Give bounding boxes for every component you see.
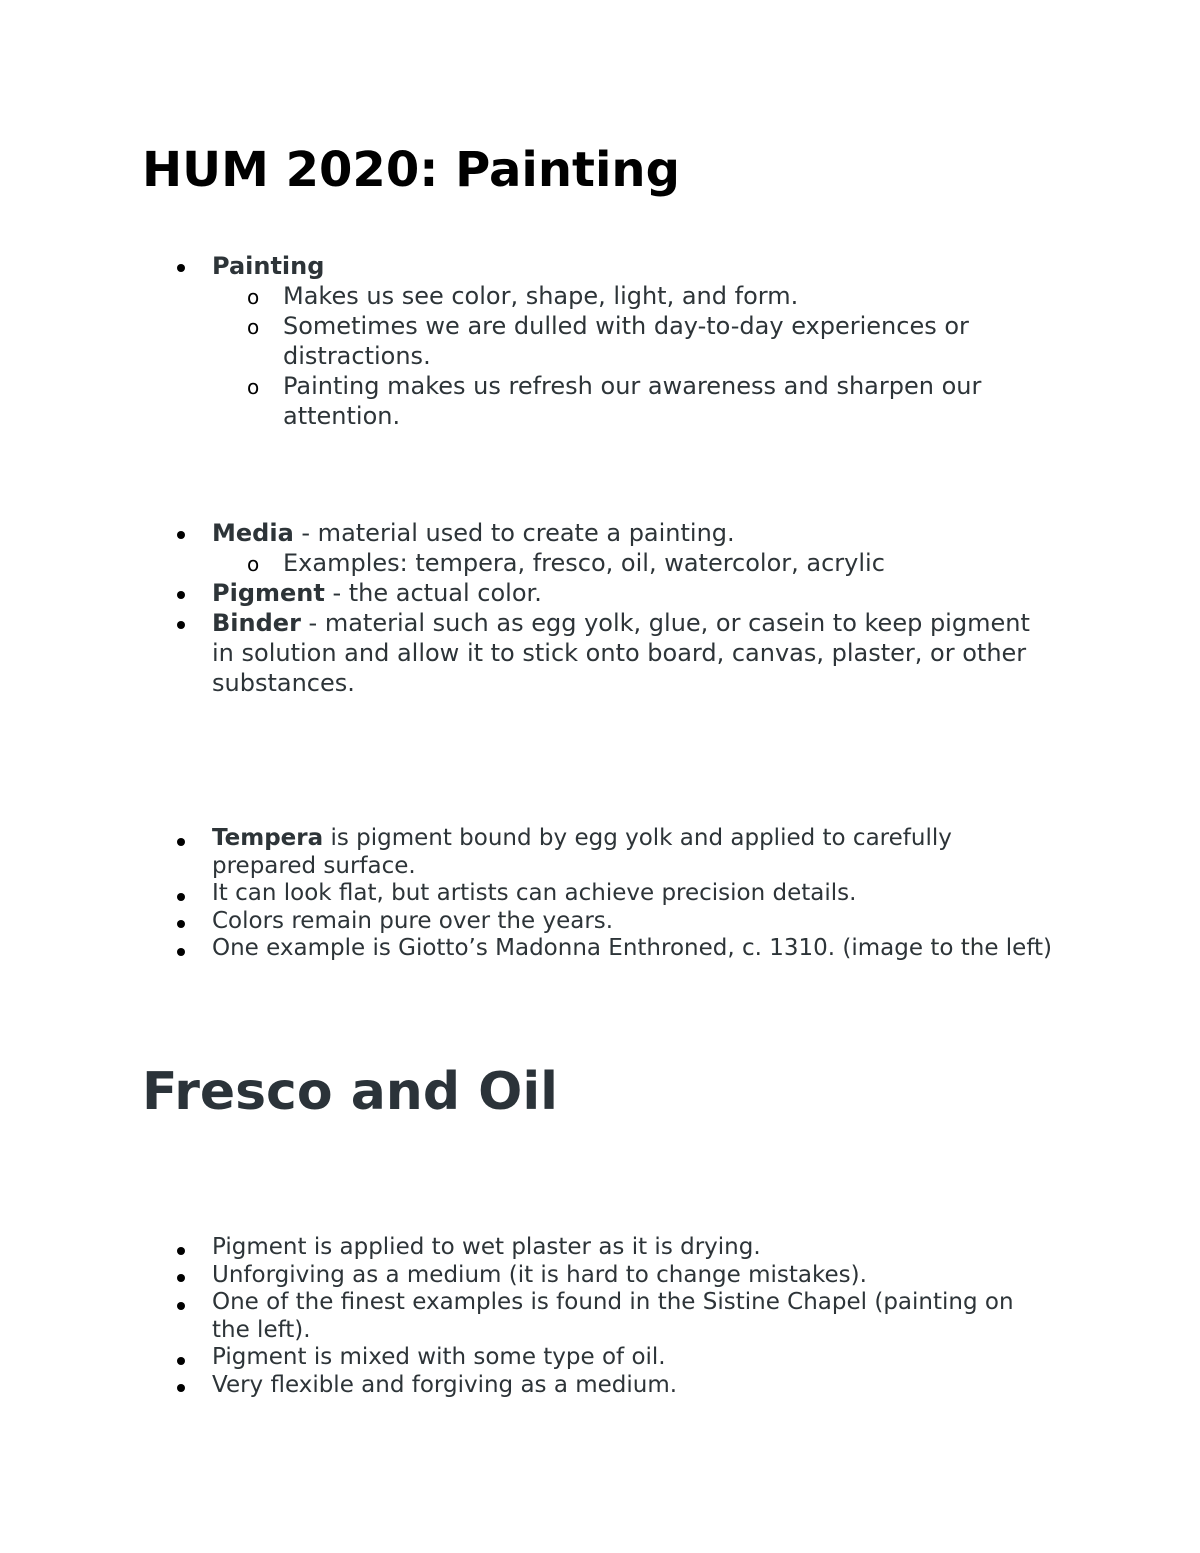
term-definition: - material used to create a painting. [293, 519, 735, 547]
term-definition: is pigment bound by egg yolk and applied to carefully prepared surface. [212, 825, 952, 879]
list-item: Very flexible and forgiving as a medium. [212, 1372, 1052, 1400]
list-item: Colors remain pure over the years. [212, 908, 1052, 936]
term-definition: - material such as egg yolk, glue, or casein to keep pigment in solution and allow it to stick onto board, canvas, plaster, or other substances. [212, 609, 1030, 697]
list-item: One of the finest examples is found in the Sistine Chapel (painting on the left). [212, 1289, 1052, 1344]
tempera-list [212, 825, 1052, 963]
list-item: Pigment is applied to wet plaster as it is drying. [212, 1234, 1052, 1262]
term-label: Binder [212, 609, 301, 637]
page-title: HUM 2020: Painting [142, 142, 680, 198]
list-item [212, 608, 1052, 698]
list-item: One example is Giotto’s Madonna Enthroned, c. 1310. (image to the left) [212, 935, 1053, 961]
list-item: Unforgiving as a medium (it is hard to change mistakes). [212, 1262, 1052, 1290]
list-item: It can look flat, but artists can achieve precision details. [212, 880, 1052, 908]
fresco-oil-list [212, 1234, 1052, 1399]
sub-list-item: o Examples: tempera, fresco, oil, watercolor, acrylic [283, 548, 1052, 578]
list-item [212, 825, 1052, 880]
list-item [212, 251, 1052, 431]
term-label: Painting [212, 252, 325, 280]
term-label: Media [212, 519, 294, 547]
term-definition: - the actual color. [324, 579, 542, 607]
media-sublist [212, 548, 1052, 578]
term-label: Pigment [212, 579, 325, 607]
section-heading: Fresco and Oil [142, 1062, 558, 1122]
sub-list-item: o Makes us see color, shape, light, and form. [283, 281, 1052, 311]
list-item [212, 518, 1052, 578]
sub-list-item: o Sometimes we are dulled with day-to-day experiences or distractions. [283, 311, 1052, 371]
list-item: Pigment is mixed with some type of oil. [212, 1344, 1052, 1372]
painting-list [212, 251, 1052, 431]
terms-list [212, 518, 1052, 698]
sub-list-item: o Painting makes us refresh our awareness and sharpen our attention. [283, 371, 1052, 431]
painting-sublist [212, 281, 1052, 431]
list-item [212, 578, 1052, 608]
term-label: Tempera [212, 825, 324, 851]
